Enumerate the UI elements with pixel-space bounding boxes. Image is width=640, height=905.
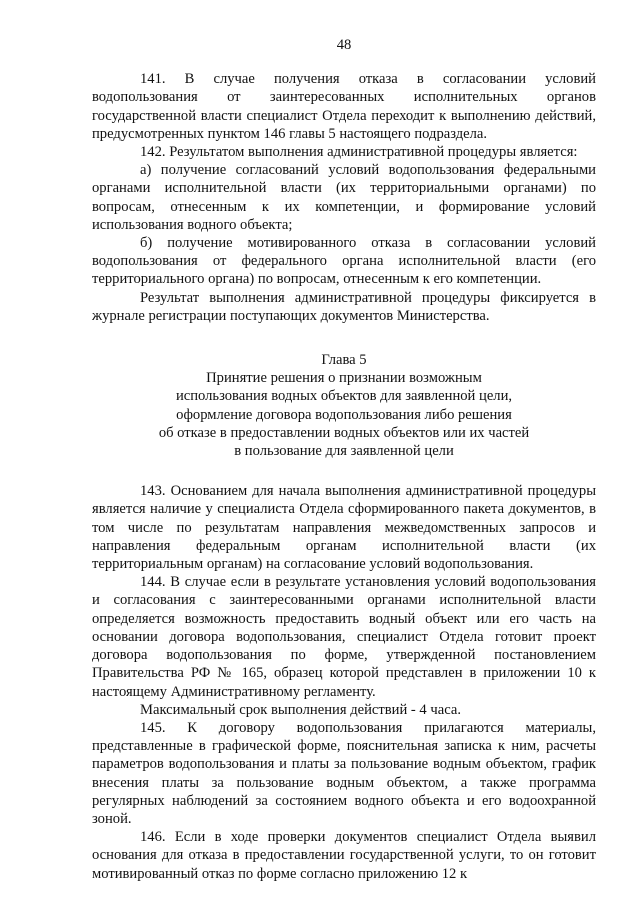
paragraph-145: 145. К договору водопользования прилагаются материалы, представленные в графической форме, пояснительная записка к ним, расчеты параметров водопользования и платы за пользование водным объектом, график внесения платы за пользование водным объектом, а также программа регулярных наблюдений за состоянием водного объекта и его водоохранной зоной.: [92, 719, 596, 827]
chapter-title-line: оформление договора водопользования либо решения: [176, 406, 512, 423]
page-number: 48: [336, 37, 352, 53]
paragraph-result: Результат выполнения административной процедуры фиксируется в журнале регистрации поступающих документов Министерства.: [92, 289, 596, 324]
paragraph-144: 144. В случае если в результате установления условий водопользования и согласования с заинтересованными органами исполнительной власти определяется возможность предоставить водный объект или его часть на основании договора водопользования, специалист Отдела готовит проект договора водопользования по форме, утвержденной постановлением Правительства РФ № 165, образец которой представлен в приложении 10 к настоящему Административному регламенту.: [92, 574, 596, 700]
chapter-title-line: Принятие решения о признании возможным: [206, 370, 482, 387]
chapter-label: Глава 5: [321, 352, 367, 369]
paragraph-142: 142. Результатом выполнения административной процедуры является:: [140, 144, 578, 161]
paragraph-max-time: Максимальный срок выполнения действий - 4 часа.: [140, 701, 461, 718]
paragraph-143: 143. Основанием для начала выполнения административной процедуры является наличие у специалиста Отдела сформированного пакета документов, в том числе по результатам направления межведомственных запросов и направления федеральным органам исполнительной власти (их территориальным органам) на согласование условий водопользования.: [92, 483, 596, 573]
chapter-title-line: в пользование для заявленной цели: [234, 443, 454, 460]
chapter-title-line: об отказе в предоставлении водных объектов или их частей: [158, 424, 530, 441]
paragraph-146: 146. Если в ходе проверки документов специалист Отдела выявил основания для отказа в предоставлении государственной услуги, то он готовит мотивированный отказ по форме согласно приложению 12 к: [92, 829, 596, 882]
chapter-heading: [92, 351, 596, 460]
chapter-title-line: использования водных объектов для заявленной цели,: [175, 388, 513, 405]
document-page: [92, 36, 596, 883]
paragraph-141: 141. В случае получения отказа в согласовании условий водопользования от заинтересованных исполнительных органов государственной власти специалист Отдела переходит к выполнению действий, предусмотренных пунктом 146 главы 5 настоящего подраздела.: [92, 71, 596, 142]
paragraph-142-b: б) получение мотивированного отказа в согласовании условий водопользования от федерального органа исполнительной власти (его территориального органа) по вопросам, отнесенным к его компетенции.: [92, 235, 596, 288]
paragraph-142-a: а) получение согласований условий водопользования федеральными органами исполнительной власти (их территориальными органами) по вопросам, отнесенным к их компетенции, и формирование условий использования водного объекта;: [92, 162, 596, 233]
